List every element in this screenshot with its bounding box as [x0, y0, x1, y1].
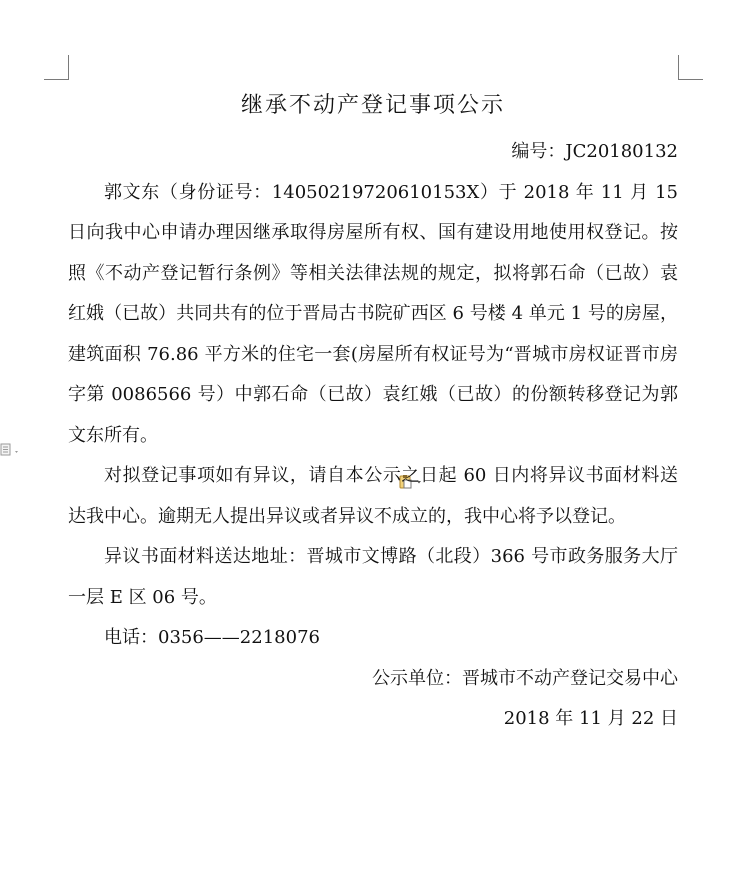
publisher-line: 公示单位：晋城市不动产登记交易中心 — [372, 667, 678, 689]
phone-line: 电话：0356——2218076 — [104, 627, 320, 648]
address-paragraph: 异议书面材料送达地址：晋城市文博路（北段）366 号市政务服务大厅一层 E 区 06 号。 — [68, 546, 678, 608]
main-paragraph: 郭文东（身份证号：14050219720610153X）于 2018 年 11 月 15 日向我中心申请办理因继承取得房屋所有权、国有建设用地使用权登记。按照《不动产登记暂行条例》等相关法律法规的规定，拟将郭石命（已故）袁红娥（已故）共同共有的位于晋局古书院矿西区 6 号楼 4 单元 1 号的房屋，建筑面积 76.86 平方米的住宅一套(房屋所有权证号为“晋城市房权证晋市房字第 0086566 号）中郭石命（已故）袁红娥（已故）的份额转移登记为郭文东所有。 — [68, 181, 678, 446]
document-body — [68, 86, 678, 740]
document-title: 继承不动产登记事项公示 — [240, 93, 505, 118]
document-number: 编号：JC20180132 — [511, 141, 678, 162]
document-options-icon[interactable] — [0, 442, 22, 458]
date-line: 2018 年 11 月 22 日 — [503, 708, 678, 729]
top-left-crop-mark — [44, 55, 69, 80]
top-right-crop-mark — [678, 55, 703, 80]
objection-paragraph: 对拟登记事项如有异议，请自本公示之日起 60 日内将异议书面材料送达我中心。逾期无人提出异议或者异议不成立的，我中心将予以登记。 — [68, 465, 678, 527]
